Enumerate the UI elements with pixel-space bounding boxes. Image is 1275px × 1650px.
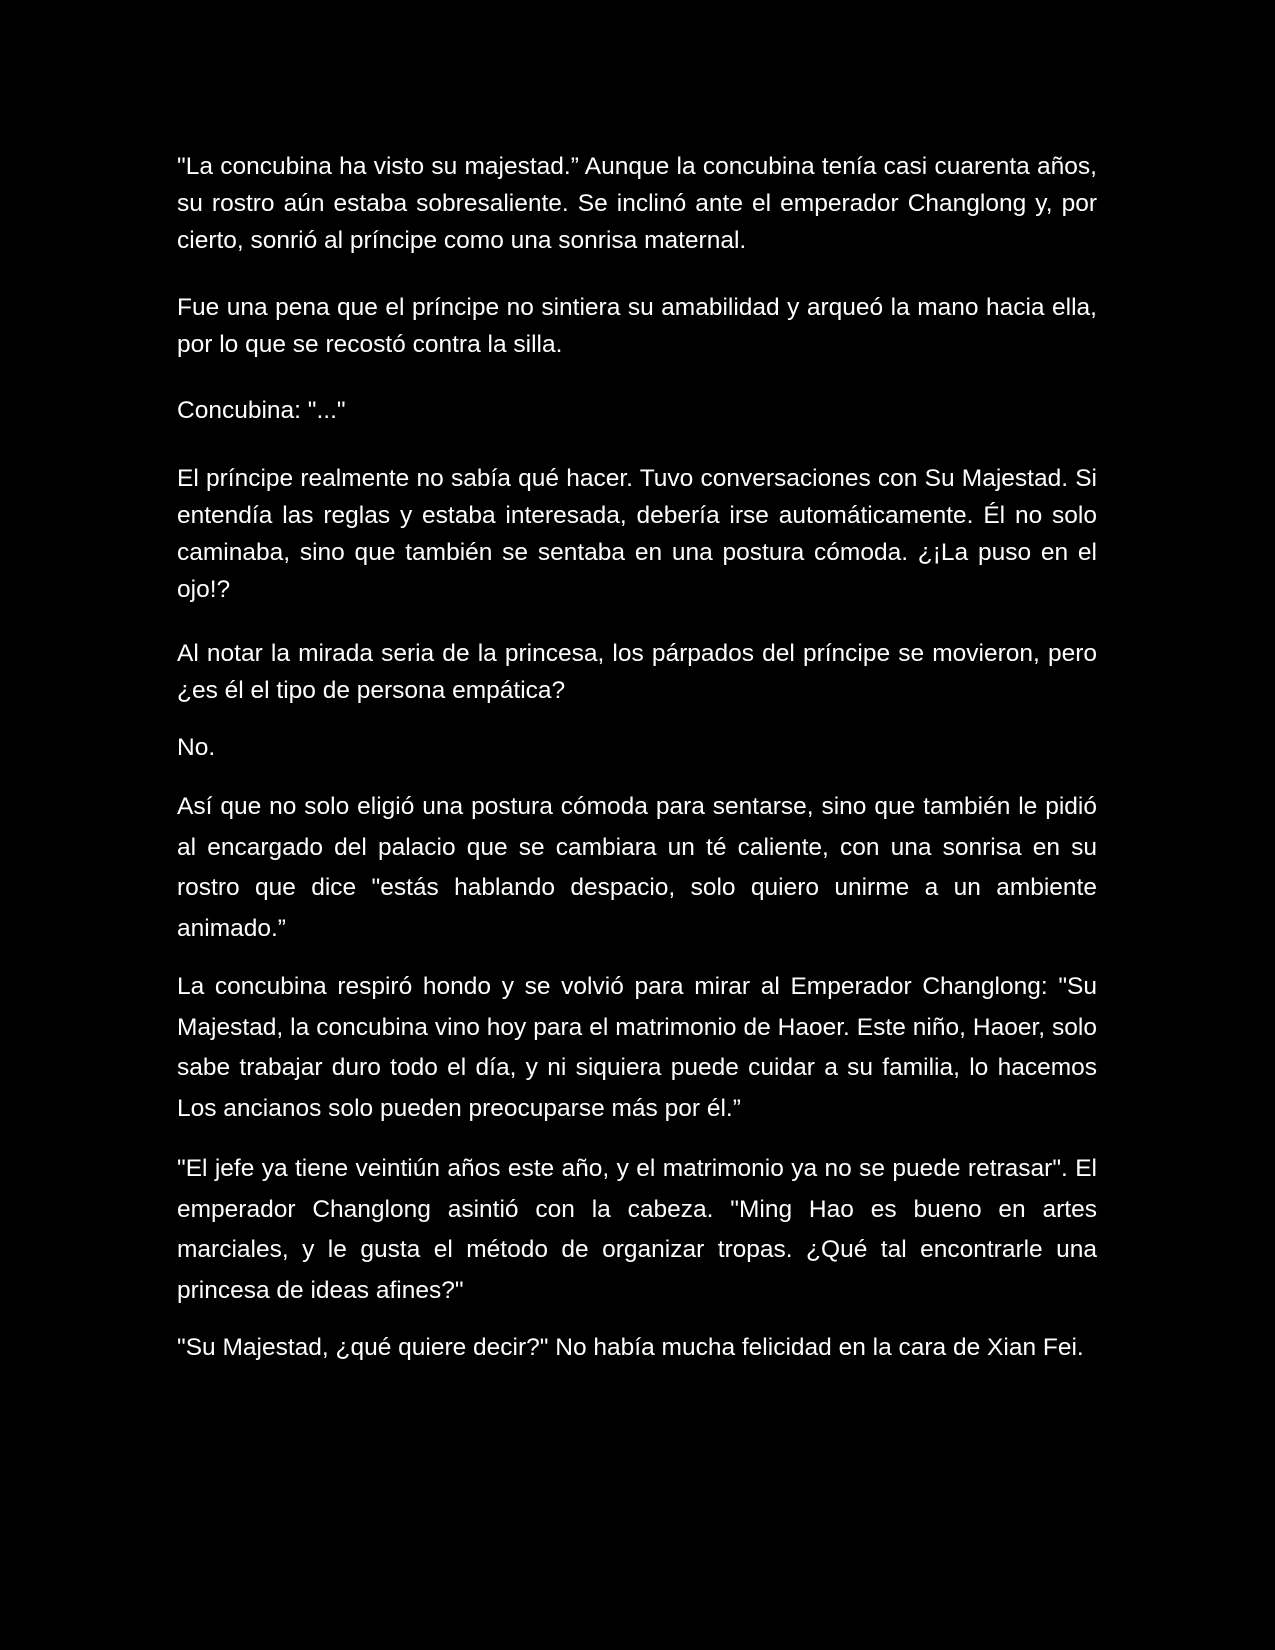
- paragraph: El príncipe realmente no sabía qué hacer. Tuvo conversaciones con Su Majestad. Si entendía las reglas y estaba interesada, debería irse automáticamente. Él no solo caminaba, sino que también se sentaba en una postura cómoda. ¿¡La puso en el ojo!?: [177, 465, 1097, 603]
- paragraph: No.: [177, 734, 216, 761]
- text-body: [177, 148, 1097, 1369]
- paragraph: La concubina respiró hondo y se volvió para mirar al Emperador Changlong: "Su Majestad, la concubina vino hoy para el matrimonio de Haoer. Este niño, Haoer, solo sabe trabajar duro todo el día, y ni siquiera puede cuidar a su familia, lo hacemos Los ancianos solo pueden preocuparse más por él.”: [177, 973, 1097, 1122]
- paragraph: Fue una pena que el príncipe no sintiera su amabilidad y arqueó la mano hacia ella, por lo que se recostó contra la silla.: [177, 294, 1097, 358]
- paragraph: Al notar la mirada seria de la princesa, los párpados del príncipe se movieron, pero ¿es él el tipo de persona empática?: [177, 640, 1097, 704]
- paragraph: "La concubina ha visto su majestad.” Aunque la concubina tenía casi cuarenta años, su rostro aún estaba sobresaliente. Se inclinó ante el emperador Changlong y, por cierto, sonrió al príncipe como una sonrisa maternal.: [177, 153, 1097, 254]
- paragraph: Concubina: "...": [177, 397, 346, 424]
- paragraph: "El jefe ya tiene veintiún años este año, y el matrimonio ya no se puede retrasar". El emperador Changlong asintió con la cabeza. "Ming Hao es bueno en artes marciales, y le gusta el método de organizar tropas. ¿Qué tal encontrarle una princesa de ideas afines?": [177, 1155, 1097, 1304]
- paragraph: "Su Majestad, ¿qué quiere decir?" No había mucha felicidad en la cara de Xian Fei.: [177, 1334, 1084, 1361]
- paragraph: Así que no solo eligió una postura cómoda para sentarse, sino que también le pidió al encargado del palacio que se cambiara un té caliente, con una sonrisa en su rostro que dice "estás hablando despacio, solo quiero unirme a un ambiente animado.”: [177, 793, 1097, 942]
